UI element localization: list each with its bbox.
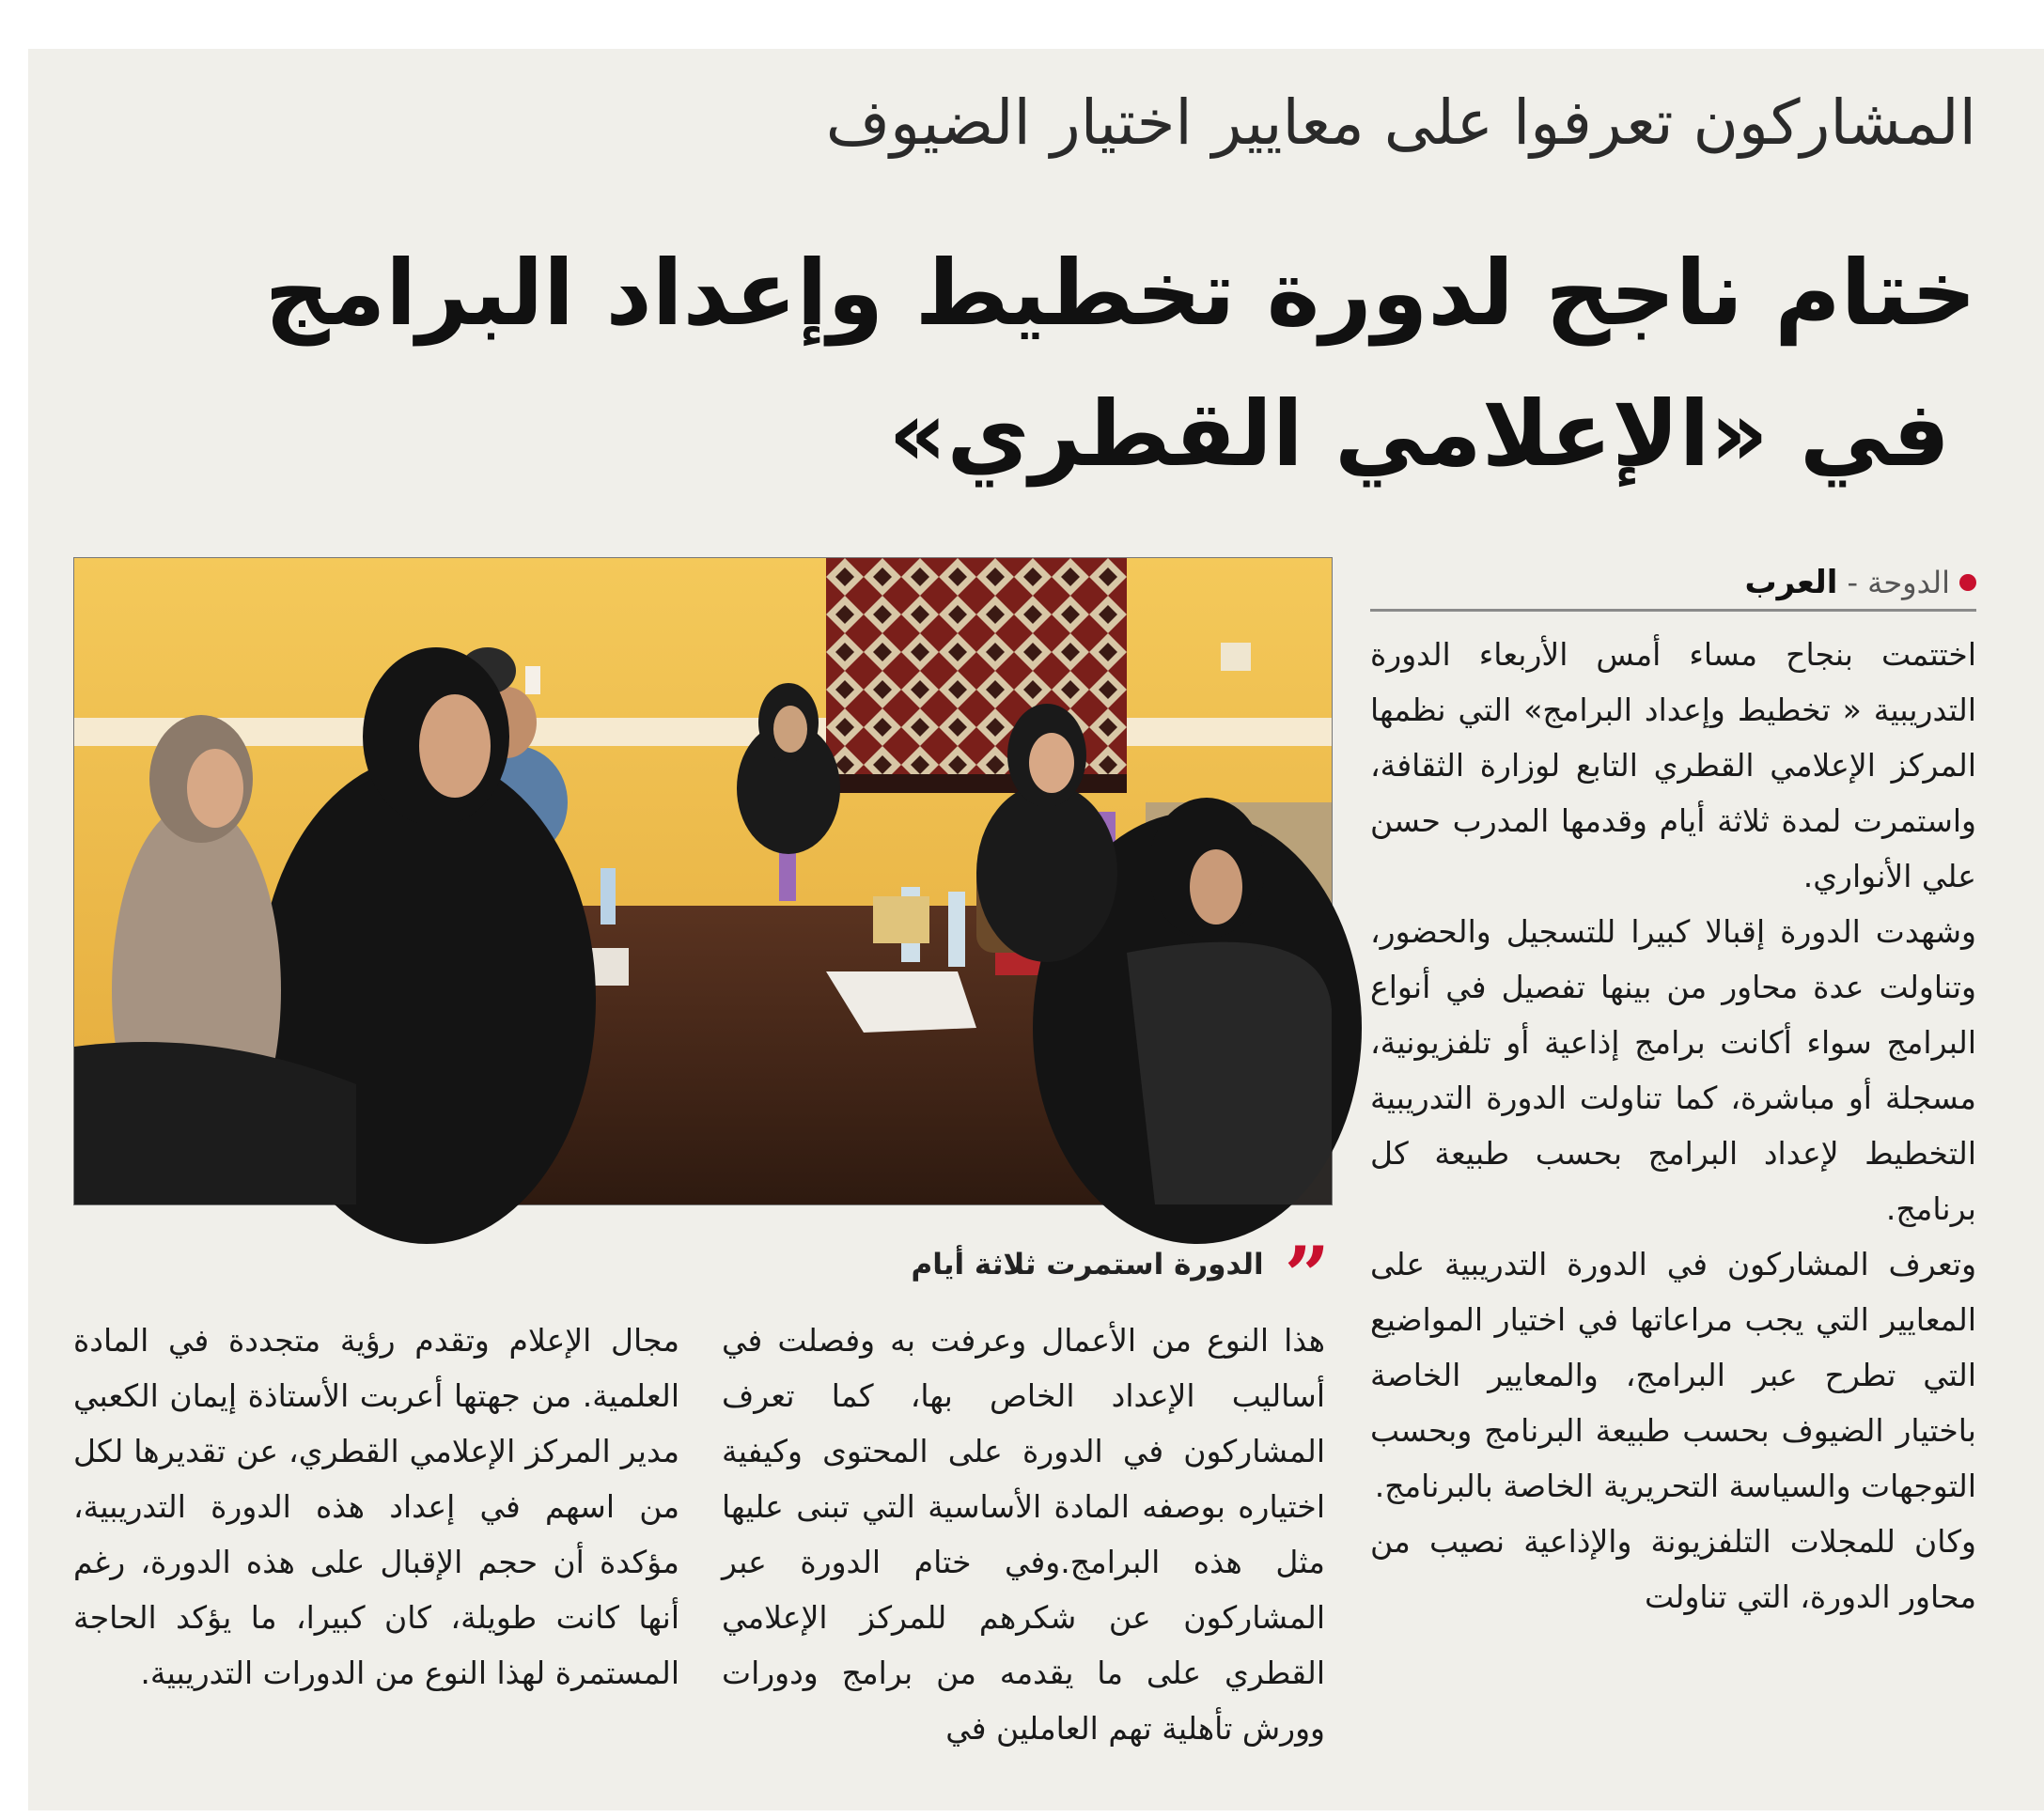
paragraph: وكان للمجلات التلفزيونة والإذاعية نصيب من محاور الدورة، التي تناولت bbox=[1370, 1523, 1976, 1615]
quote-icon: ” bbox=[1284, 1229, 1330, 1322]
dateline bbox=[1370, 556, 1976, 612]
paragraph: هذا النوع من الأعمال وعرفت به وفصلت في أساليب الإعداد الخاص بها، كما تعرف المشاركون في الدورة على المحتوى وكيفية اختياره بوصفه المادة الأساسية التي تبنى عليها مثل هذه البرامج.وفي ختام الدورة عبر المشاركون عن شكرهم للمركز الإعلامي القطري على ما يقدمه من برامج ودورات وورش تأهلية تهم العاملين في bbox=[722, 1322, 1325, 1747]
bullet-dot-icon bbox=[1959, 574, 1976, 591]
article-kicker: المشاركون تعرفوا على معايير اختيار الضيوف bbox=[825, 86, 1976, 159]
photo-caption bbox=[911, 1229, 1330, 1322]
caption-text: الدورة استمرت ثلاثة أيام bbox=[911, 1248, 1264, 1282]
newspaper-page bbox=[28, 49, 2044, 1810]
paragraph: اختتمت بنجاح مساء أمس الأربعاء الدورة التدريبية « تخطيط وإعداد البرامج» التي نظمها المركز الإعلامي القطري التابع لوزارة الثقافة، واستمرت لمدة ثلاثة أيام وقدمها المدرب حسن علي الأنواري. bbox=[1370, 636, 1976, 894]
article-column-1 bbox=[1370, 627, 1976, 1624]
paragraph: وشهدت الدورة إقبالا كبيرا للتسجيل والحضور، وتناولت عدة محاور من بينها تفصيل في أنواع البرامج سواء أكانت برامج إذاعية أو تلفزيونية، مسجلة أو مباشرة، كما تناولت الدورة التدريبية التخطيط لإعداد البرامج بحسب طبيعة كل برنامج. bbox=[1370, 913, 1976, 1227]
newspaper-logo: العرب bbox=[1744, 564, 1838, 601]
article-photo bbox=[73, 557, 1333, 1205]
article-column-2 bbox=[722, 1313, 1325, 1756]
headline-line-1: ختام ناجح لدورة تخطيط وإعداد البرامج bbox=[264, 241, 1976, 346]
article-headline bbox=[264, 223, 1976, 505]
paragraph: وتعرف المشاركون في الدورة التدريبية على المعايير التي يجب مراعاتها في اختيار المواضيع التي تطرح عبر البرامج، والمعايير الخاصة باختيار الضيوف بحسب طبيعة البرنامج وبحسب التوجهات والسياسة التحريرية الخاصة بالبرنامج. bbox=[1370, 1246, 1976, 1504]
headline-line-2: في «الإعلامي القطري» bbox=[888, 381, 1950, 487]
paragraph: مجال الإعلام وتقدم رؤية متجددة في المادة العلمية. من جهتها أعربت الأستاذة إيمان الكعبي مدير المركز الإعلامي القطري، عن تقديرها لكل من اسهم في إعداد هذه الدورة التدريبية، مؤكدة أن حجم الإقبال على هذه الدورة، رغم أنها كانت طويلة، كان كبيرا، ما يؤكد الحاجة المستمرة لهذا النوع من الدورات التدريبية. bbox=[73, 1322, 679, 1691]
article-column-3 bbox=[73, 1313, 679, 1701]
dateline-city: الدوحة - bbox=[1847, 565, 1950, 600]
